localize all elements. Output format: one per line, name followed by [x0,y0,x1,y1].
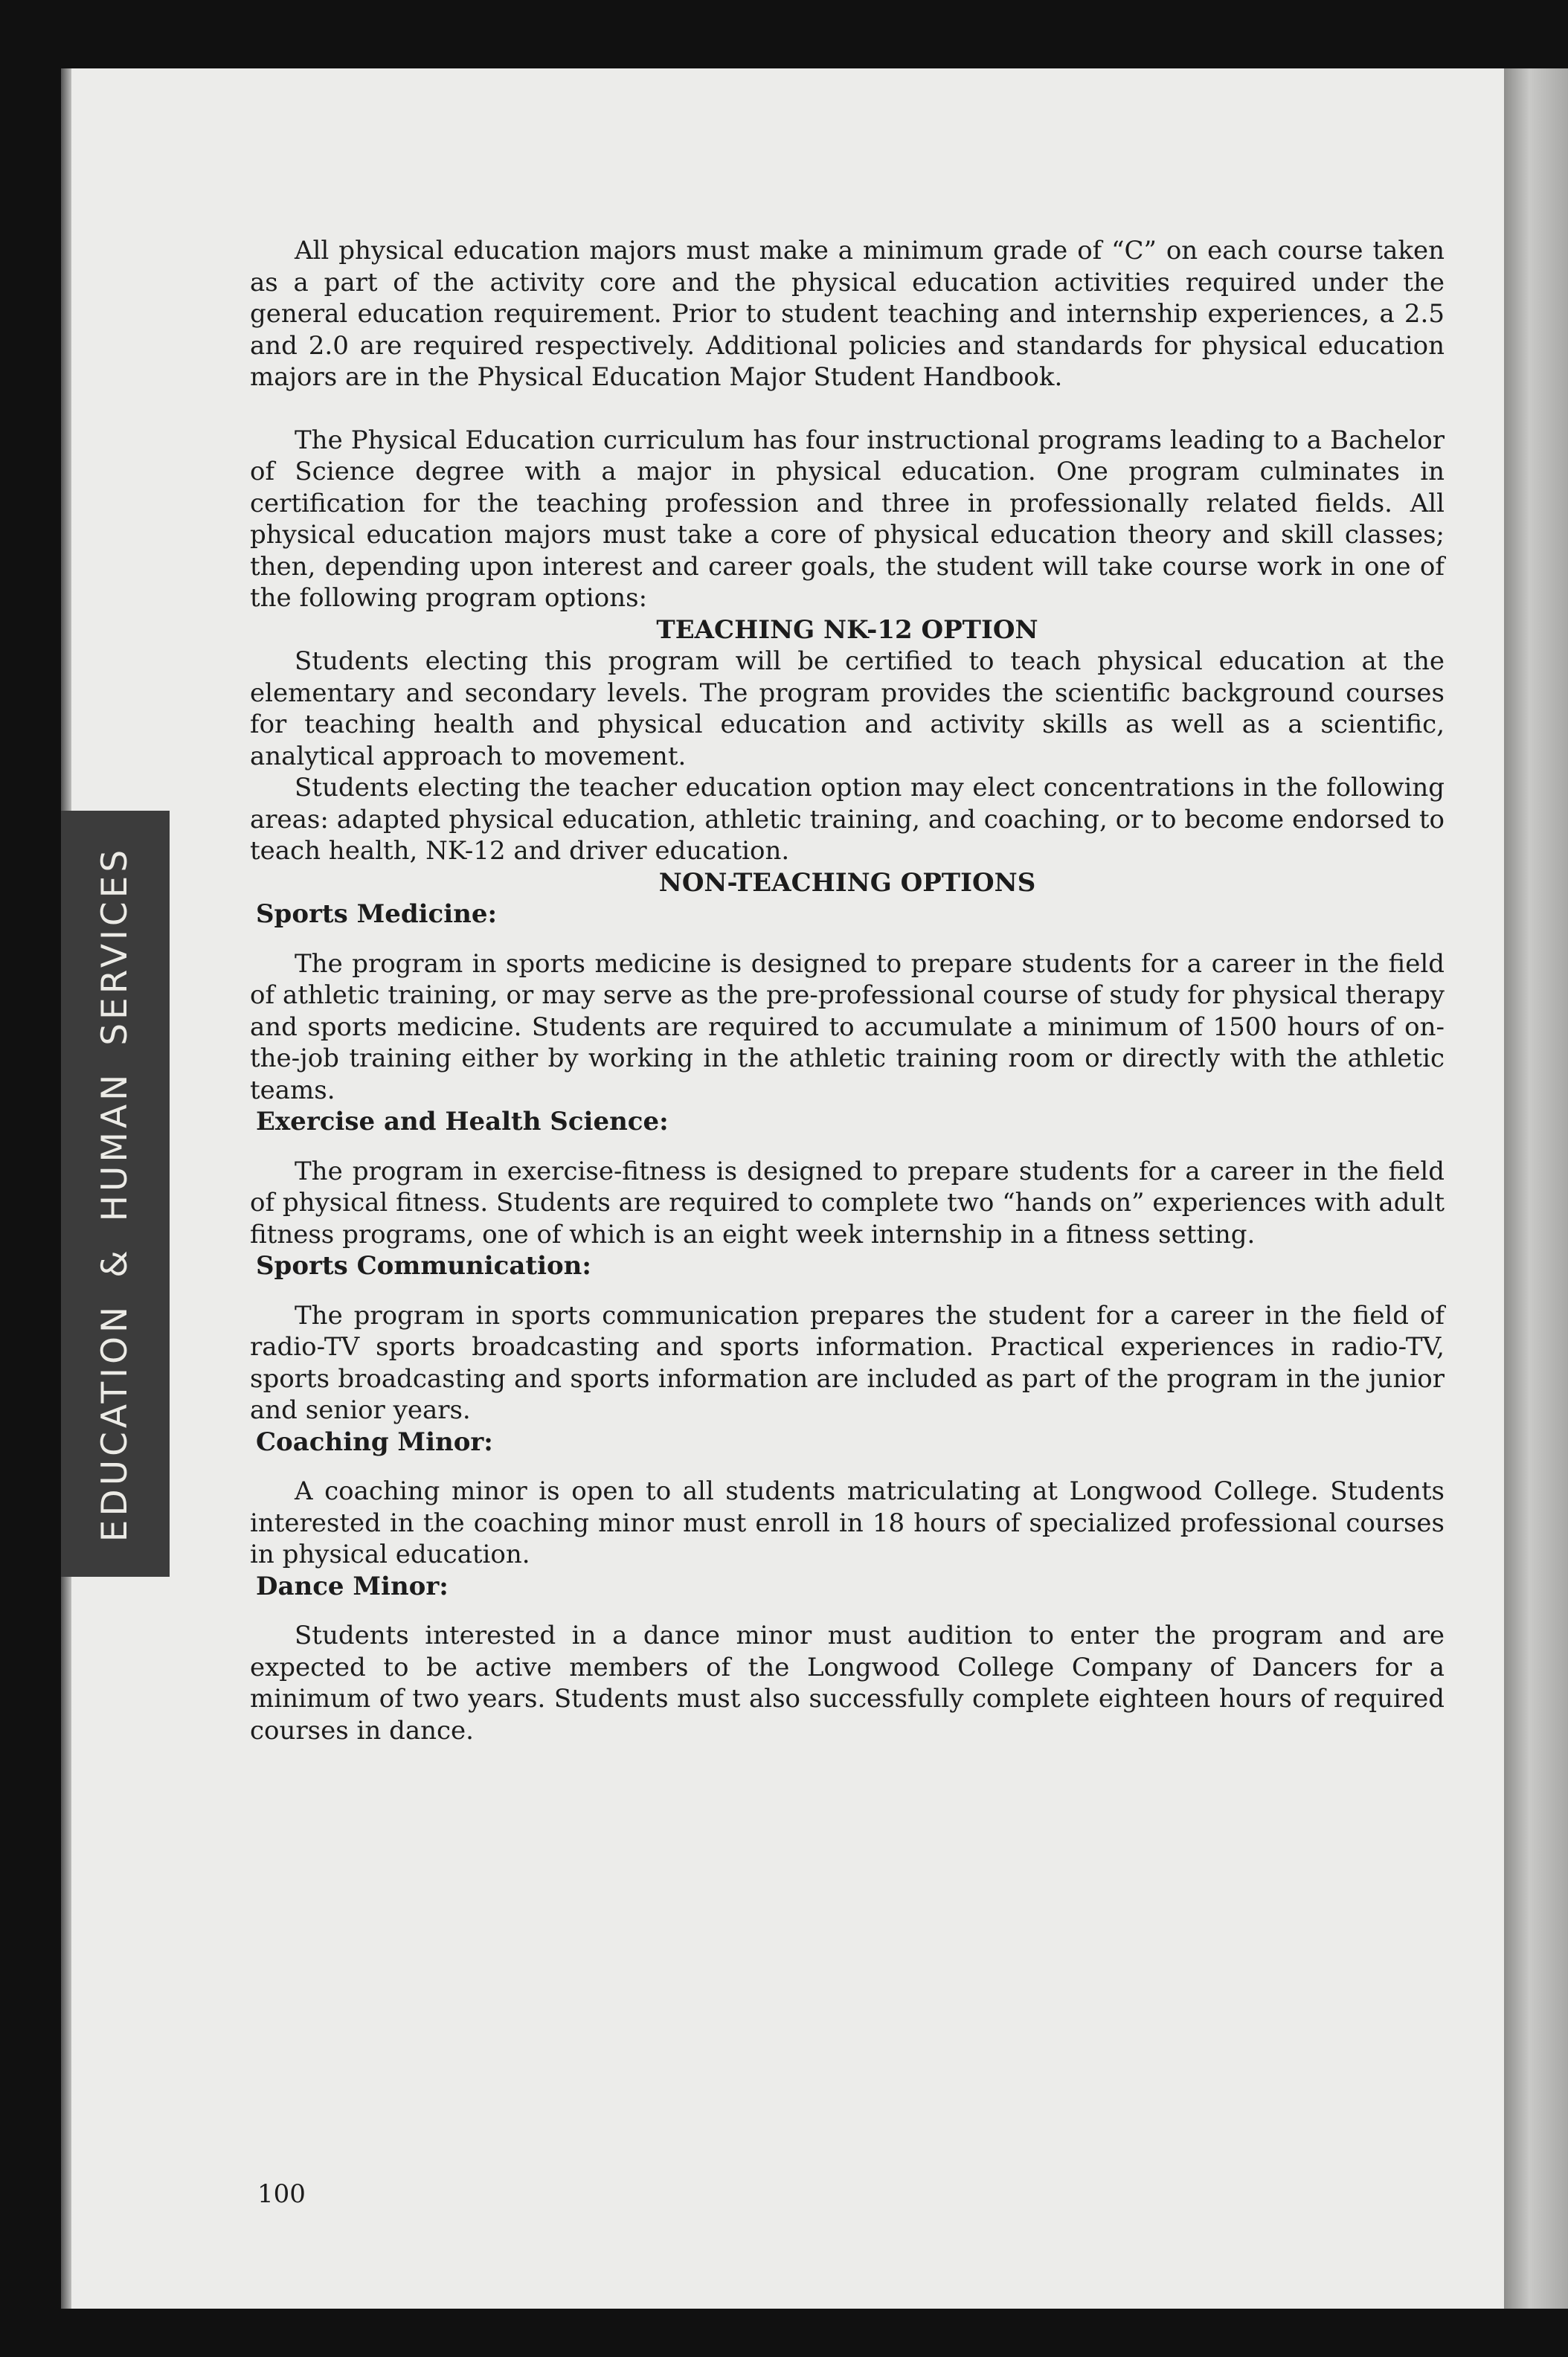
coaching-minor-body: A coaching minor is open to all students matriculating at Longwood College. Students interested in the coaching minor must enroll in 18 hours of specialized professional courses in physical education. [250,1476,1445,1569]
intro-paragraph-1: All physical education majors must make a minimum grade of “C” on each course taken as a part of the activity core and the physical education activities required under the general education requirement. Prior to student teaching and internship experiences, a 2.5 and 2.0 are required respectively. Additional policies and standards for physical education majors are in the Physical Education Major Student Handbook. [250,236,1445,392]
coaching-minor-title: Coaching Minor: [256,1427,493,1457]
exercise-health-science-title: Exercise and Health Science: [256,1107,669,1136]
next-page-edge [1504,68,1568,2309]
intro-paragraph-2: The Physical Education curriculum has four instructional programs leading to a Bachelor of Science degree with a major in physical education. One program culminates in certification for the teaching profession and three in professionally related fields. All physical education majors must take a core of physical education theory and skill classes; then, depending upon interest and career goals, the student will take course work in one of the following program options: [250,425,1445,613]
dance-minor-body: Students interested in a dance minor must audition to enter the program and are expected to be active members of the Longwood College Company of Dancers for a minimum of two years. Students must also successfully complete eighteen hours of required courses in dance. [250,1621,1445,1746]
teaching-paragraph-1: Students electing this program will be certified to teach physical education at the elementary and secondary levels. The program provides the scientific background courses for teaching health and physical education and activity skills as well as a scientific, analytical approach to movement. [250,646,1445,771]
teaching-option-heading: TEACHING NK-12 OPTION [656,614,1038,645]
sports-communication-title: Sports Communication: [256,1251,591,1281]
sports-medicine-title: Sports Medicine: [256,899,498,929]
exercise-health-science-body: The program in exercise-fitness is designed to prepare students for a career in the field of physical fitness. Students are required to complete two “hands on” experiences with adult fitness programs, one of which is an eight week internship in a fitness setting. [250,1156,1445,1250]
sports-medicine-body: The program in sports medicine is designed to prepare students for a career in the field of athletic training, or may serve as the pre-professional course of study for physical therapy and sports medicine. Students are required to accumulate a minimum of 1500 hours of on-the-job training either by working in the athletic training room or directly with the athletic teams. [250,948,1445,1105]
non-teaching-options-heading: NON-TEACHING OPTIONS [658,867,1036,898]
sports-communication-body: The program in sports communication prepares the student for a career in the field of radio-TV sports broadcasting and sports information. Practical experiences in radio-TV, sports broadcasting and sports information are included as part of the program in the junior and senior years. [250,1300,1445,1425]
page-number: 100 [257,2179,306,2209]
side-tab-label: EDUCATION & HUMAN SERVICES [94,846,136,1542]
page-content [250,235,1445,1746]
section-side-tab [61,811,170,1577]
dance-minor-title: Dance Minor: [256,1571,449,1601]
teaching-paragraph-2: Students electing the teacher education option may elect concentrations in the following areas: adapted physical education, athletic training, and coaching, or to become endorsed to teach health, NK-12 and driver education. [250,773,1445,866]
